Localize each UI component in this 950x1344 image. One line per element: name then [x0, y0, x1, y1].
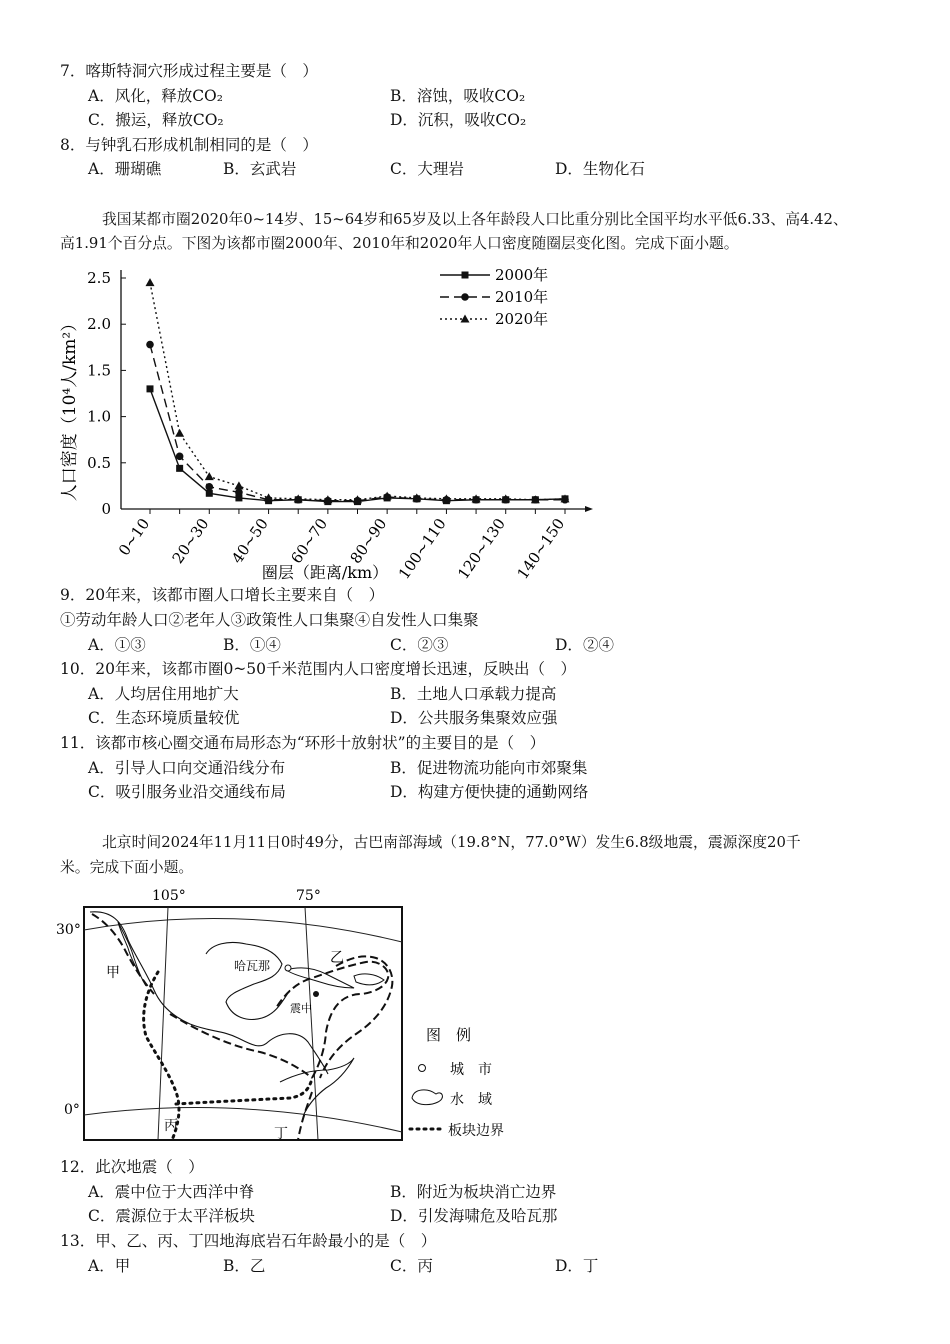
- chart-point-2-0: [146, 278, 155, 286]
- q9-statement-list: [60, 610, 479, 630]
- q9-item-4-number: ④: [354, 611, 371, 629]
- havana-city-marker: [285, 965, 291, 971]
- chart-point-1-2: [205, 483, 213, 491]
- q13-option-c[interactable]: C．丙: [390, 1257, 433, 1275]
- passage-1-line-1: 我国某都市圈2020年0~14岁、15~64岁和65岁及以上各年龄段人口比重分别比全国平均水平低6.33、高4.42、: [102, 211, 848, 228]
- chart-x-tick-label: 140~150: [513, 514, 569, 583]
- label-jia: 甲: [106, 965, 120, 981]
- chart-point-2-2: [205, 472, 214, 480]
- chart-legend-marker-1: [461, 293, 469, 301]
- q8-option-d[interactable]: D．生物化石: [555, 160, 645, 178]
- chart-x-tick-label: 0~10: [114, 514, 154, 560]
- q12-option-b[interactable]: B．附近为板块消亡边界: [390, 1183, 557, 1201]
- chart-point-0-2: [206, 490, 213, 497]
- trench-line: [92, 914, 154, 994]
- chart-y-tick-label: 1.0: [87, 407, 111, 426]
- chart-x-axis-arrow: [585, 506, 593, 512]
- question-12-stem: 12．此次地震（ ）: [60, 1158, 204, 1176]
- q9-item-3-number: ③: [230, 611, 247, 629]
- q7-option-d[interactable]: D．沉积，吸收CO₂: [390, 111, 527, 129]
- longitude-105-line: [158, 907, 168, 1140]
- q9-item-1-number: ①: [60, 611, 76, 629]
- chart-x-tick-label: 40~50: [227, 514, 272, 567]
- question-9-stem: 9．20年来，该都市圈人口增长主要来自（ ）: [60, 586, 385, 604]
- map-frame: [84, 907, 402, 1140]
- chart-series-line-1: [150, 345, 565, 501]
- chart-point-1-0: [146, 341, 154, 349]
- chart-y-axis-label: 人口密度（10⁴人/km²）: [60, 314, 80, 502]
- q12-option-a[interactable]: A．震中位于大西洋中脊: [88, 1183, 255, 1201]
- question-10-stem: 10．20年来，该都市圈0~50千米范围内人口密度增长迅速，反映出（ ）: [60, 660, 577, 678]
- chart-y-tick-label: 2.0: [87, 315, 111, 334]
- population-density-chart: [55, 258, 615, 588]
- q10-option-c[interactable]: C．生态环境质量较优: [88, 709, 240, 727]
- q9-item-1-text: 劳动年龄人口: [75, 611, 169, 629]
- q9-option-d[interactable]: D．②④: [555, 636, 614, 654]
- q13-option-a[interactable]: A．甲: [88, 1257, 131, 1275]
- q13-option-b[interactable]: B．乙: [223, 1257, 266, 1275]
- q13-option-d[interactable]: D．丁: [555, 1257, 599, 1275]
- longitude-105-label: 105°: [152, 888, 186, 904]
- q9-item-4-text: 自发性人口集聚: [370, 611, 479, 629]
- baja-peninsula: [118, 922, 146, 986]
- passage-1-line-2: 高1.91个百分点。下图为该都市圈2000年、2010年和2020年人口密度随圈层变化图。完成下面小题。: [60, 235, 739, 252]
- question-8-stem: 8．与钟乳石形成机制相同的是（ ）: [60, 136, 318, 154]
- label-yi: 乙: [330, 950, 344, 966]
- chart-legend-label-2: 2020年: [495, 310, 549, 328]
- q11-option-b[interactable]: B．促进物流功能向市郊聚集: [390, 759, 588, 777]
- havana-label: 哈瓦那: [234, 959, 271, 973]
- epicenter-label: 震中: [290, 1002, 312, 1015]
- q10-option-d[interactable]: D．公共服务集聚效应强: [390, 709, 558, 727]
- chart-x-tick-label: 100~110: [394, 514, 450, 583]
- q9-item-3-text: 政策性人口集聚: [246, 611, 355, 629]
- epicenter-marker: [313, 991, 319, 997]
- chart-point-1-3: [235, 489, 243, 497]
- chart-legend-label-1: 2010年: [495, 288, 549, 306]
- label-bing: 丙: [164, 1118, 178, 1134]
- question-13-stem: 13．甲、乙、丙、丁四地海底岩石年龄最小的是（ ）: [60, 1232, 437, 1250]
- q9-option-b[interactable]: B．①④: [223, 636, 281, 654]
- legend-city-icon: [419, 1065, 426, 1072]
- chart-point-1-1: [176, 453, 184, 461]
- q11-option-a[interactable]: A．引导人口向交通沿线分布: [88, 759, 286, 777]
- q7-option-a[interactable]: A．风化，释放CO₂: [88, 87, 223, 105]
- label-ding: 丁: [274, 1126, 288, 1142]
- q7-option-b[interactable]: B．溶蚀，吸收CO₂: [390, 87, 526, 105]
- latitude-30-line: [84, 918, 402, 942]
- latitude-0-line: [84, 1108, 402, 1132]
- chart-legend-marker-0: [462, 272, 469, 279]
- q10-option-a[interactable]: A．人均居住用地扩大: [88, 685, 239, 703]
- legend-water-label: 水 域: [450, 1092, 492, 1108]
- passage-2-line-2: 米。完成下面小题。: [60, 859, 194, 876]
- q9-option-a[interactable]: A．①③: [88, 636, 146, 654]
- legend-city-label: 城 市: [450, 1062, 492, 1078]
- latitude-0-label: 0°: [64, 1102, 80, 1118]
- q9-item-2-number: ②: [168, 611, 185, 629]
- chart-x-tick-label: 60~70: [287, 514, 332, 567]
- q9-item-2-text: 老年人: [184, 611, 231, 629]
- q8-option-b[interactable]: B．玄武岩: [223, 160, 297, 178]
- q9-option-c[interactable]: C．②③: [390, 636, 449, 654]
- latitude-30-label: 30°: [56, 922, 81, 938]
- chart-point-2-1: [175, 429, 184, 437]
- chart-x-tick-label: 80~90: [346, 514, 391, 567]
- chart-y-tick-label: 1.5: [87, 361, 111, 380]
- chart-y-tick-label: 0.5: [87, 453, 111, 472]
- question-7-stem: 7．喀斯特洞穴形成过程主要是（ ）: [60, 62, 318, 80]
- passage-2-line-1: 北京时间2024年11月11日0时49分，古巴南部海域（19.8°N，77.0°W）发生6.8级地震，震源深度20千: [102, 834, 801, 851]
- question-11-stem: 11．该都市核心圈交通布局形态为“环形十放射状”的主要目的是（ ）: [60, 734, 546, 752]
- q11-option-c[interactable]: C．吸引服务业沿交通线布局: [88, 783, 286, 801]
- chart-x-tick-label: 120~130: [454, 514, 509, 583]
- chart-y-tick-label: 2.5: [87, 269, 111, 287]
- chart-point-2-3: [234, 481, 243, 489]
- q12-option-d[interactable]: D．引发海啸危及哈瓦那: [390, 1207, 558, 1225]
- q12-option-c[interactable]: C．震源位于太平洋板块: [88, 1207, 255, 1225]
- chart-x-tick-label: 20~30: [168, 514, 213, 567]
- galapagos-rift: [176, 1078, 312, 1104]
- q7-option-c[interactable]: C．搬运，释放CO₂: [88, 111, 224, 129]
- chart-y-tick-label: 0: [101, 500, 111, 518]
- q11-option-d[interactable]: D．构建方便快捷的通勤网络: [390, 783, 589, 801]
- q10-option-b[interactable]: B．土地人口承载力提高: [390, 685, 557, 703]
- legend-title: 图 例: [426, 1026, 472, 1044]
- hispaniola-island: [354, 974, 384, 985]
- legend-boundary-label: 板块边界: [448, 1123, 504, 1139]
- q8-option-a[interactable]: A．珊瑚礁: [88, 160, 162, 178]
- gulf-coastline: [206, 942, 290, 1019]
- chart-x-axis-label: 圈层（距离/km）: [261, 563, 389, 582]
- longitude-75-label: 75°: [296, 888, 321, 904]
- chart-point-0-0: [147, 385, 154, 392]
- legend-water-icon: [412, 1090, 442, 1105]
- chart-point-0-1: [176, 465, 183, 472]
- caribbean-plate-map: [50, 882, 530, 1144]
- q8-option-c[interactable]: C．大理岩: [390, 160, 464, 178]
- chart-legend-label-0: 2000年: [495, 266, 549, 284]
- south-america-trench: [298, 1092, 312, 1140]
